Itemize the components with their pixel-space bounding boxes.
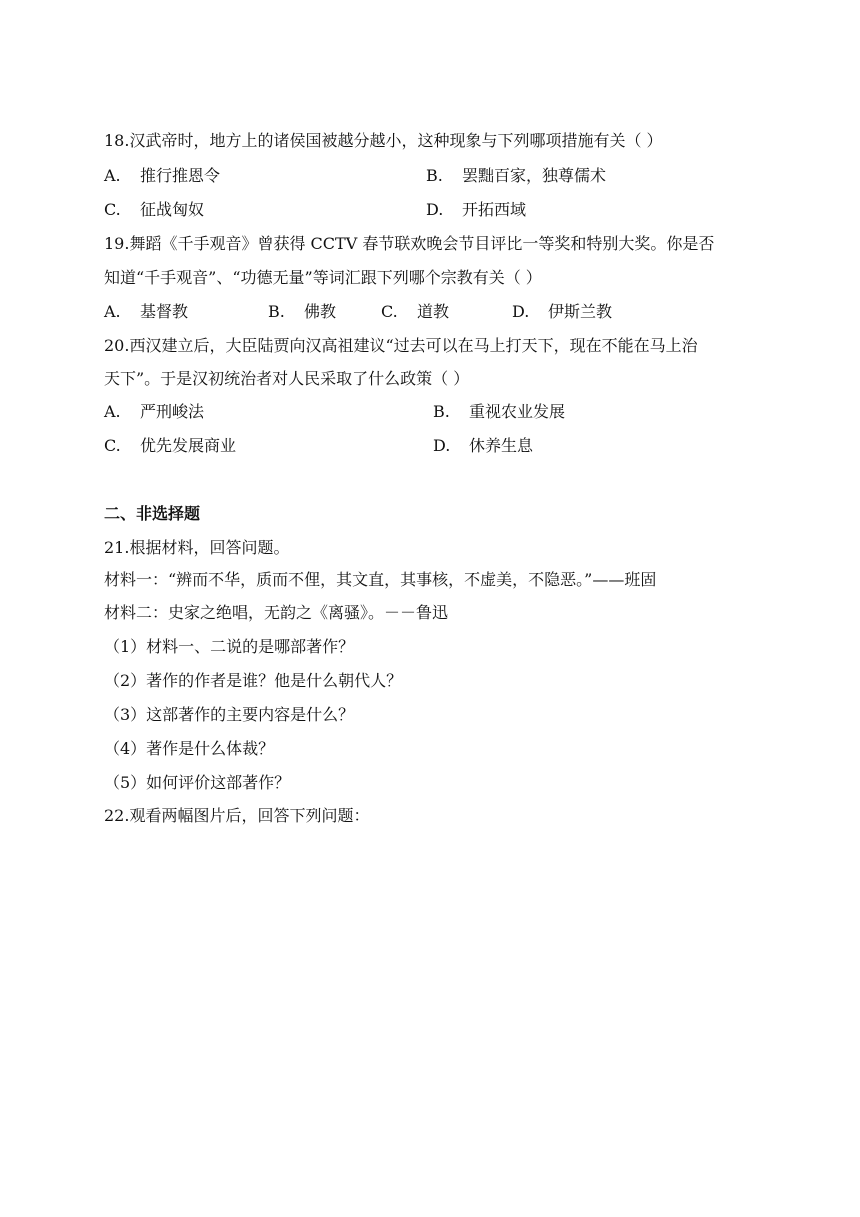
q18-option-d — [426, 200, 526, 220]
q18-option-b — [426, 166, 606, 186]
q20-option-c — [104, 436, 236, 456]
q19-option-a — [104, 302, 188, 322]
q21-material-2: 材料二：史家之绝唱，无韵之《离骚》。－－鲁迅 — [104, 603, 449, 622]
q20-option-d — [433, 436, 533, 456]
q20-option-a — [104, 402, 204, 422]
q19-option-b — [268, 302, 336, 322]
option-text: 优先发展商业 — [140, 436, 237, 455]
q21-sub-question-3: （3）这部著作的主要内容是什么？ — [104, 705, 355, 724]
option-letter: C. — [381, 302, 398, 321]
option-letter: D. — [426, 200, 444, 219]
option-text: 征战匈奴 — [140, 200, 205, 219]
option-letter: D. — [512, 302, 530, 321]
option-text: 推行推恩令 — [140, 166, 221, 185]
option-text: 佛教 — [304, 302, 337, 321]
option-letter: D. — [433, 436, 451, 455]
q22-stem: 22.观看两幅图片后，回答下列问题： — [104, 806, 370, 825]
q18-stem: 18.汉武帝时，地方上的诸侯国被越分越小，这种现象与下列哪项措施有关（ ） — [104, 131, 663, 150]
q21-stem: 21.根据材料，回答问题。 — [104, 538, 290, 557]
option-text: 重视农业发展 — [469, 402, 566, 421]
q20-stem-line2: 天下”。于是汉初统治者对人民采取了什么政策（ ） — [104, 369, 470, 388]
option-letter: A. — [104, 302, 121, 321]
option-text: 开拓西域 — [462, 200, 527, 219]
q21-sub-question-4: （4）著作是什么体裁？ — [104, 739, 275, 758]
q21-sub-question-2: （2）著作的作者是谁？他是什么朝代人？ — [104, 671, 403, 690]
section-heading: 二、非选择题 — [104, 504, 201, 523]
q18-option-c — [104, 200, 204, 220]
q21-sub-question-1: （1）材料一、二说的是哪部著作？ — [104, 637, 355, 656]
q20-option-b — [433, 402, 565, 422]
q21-material-1: 材料一：“辨而不华，质而不俚，其文直，其事核，不虚美，不隐恶。”——班固 — [104, 570, 657, 589]
q19-option-d — [512, 302, 612, 322]
option-letter: B. — [268, 302, 285, 321]
option-letter: A. — [104, 166, 121, 185]
option-letter: B. — [433, 402, 450, 421]
option-text: 休养生息 — [469, 436, 534, 455]
option-letter: B. — [426, 166, 443, 185]
option-text: 伊斯兰教 — [548, 302, 613, 321]
q18-option-a — [104, 166, 220, 186]
option-letter: C. — [104, 200, 121, 219]
option-text: 基督教 — [140, 302, 189, 321]
option-text: 道教 — [417, 302, 450, 321]
option-letter: C. — [104, 436, 121, 455]
option-text: 严刑峻法 — [140, 402, 205, 421]
q19-option-c — [381, 302, 449, 322]
q21-sub-question-5: （5）如何评价这部著作？ — [104, 773, 291, 792]
q19-stem-line1: 19.舞蹈《千手观音》曾获得 CCTV 春节联欢晚会节目评比一等奖和特别大奖。你是否 — [104, 234, 715, 253]
option-letter: A. — [104, 402, 121, 421]
q20-stem-line1: 20.西汉建立后，大臣陆贾向汉高祖建议“过去可以在马上打天下，现在不能在马上治 — [104, 336, 698, 355]
option-text: 罢黜百家，独尊儒术 — [462, 166, 607, 185]
q19-stem-line2: 知道“千手观音”、“功德无量”等词汇跟下列哪个宗教有关（ ） — [104, 268, 542, 287]
